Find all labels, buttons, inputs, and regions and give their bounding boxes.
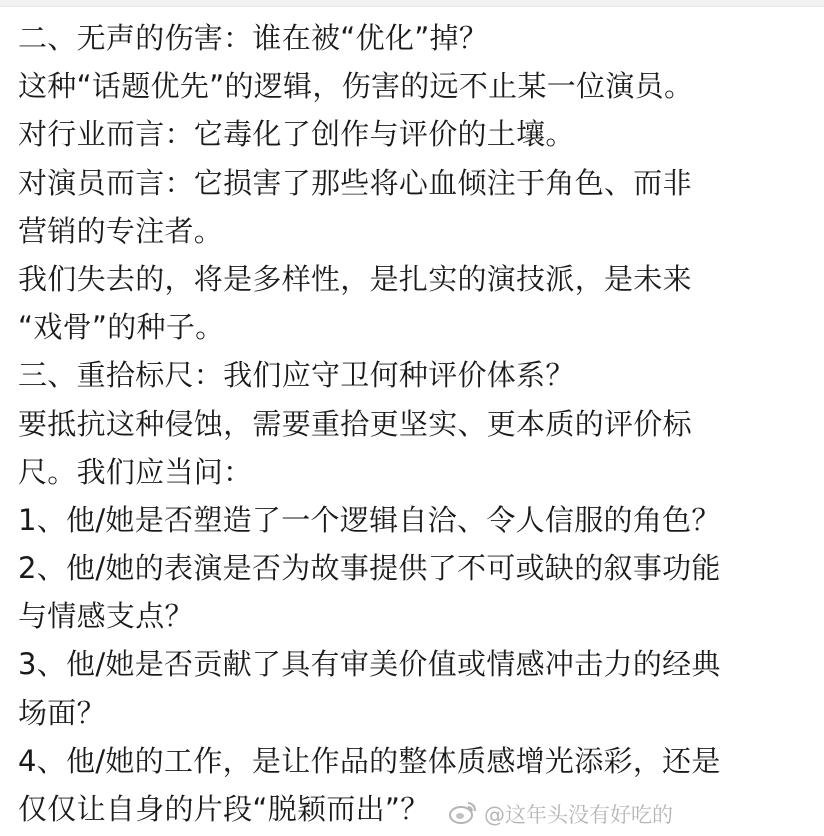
paragraph-line: 营销的专注者。 — [18, 213, 224, 248]
paragraph-line: “戏骨”的种子。 — [18, 310, 225, 345]
section-heading-3: 三、重拾标尺：我们应守卫何种评价体系？ — [18, 358, 575, 393]
list-item-1: 1、他/她是否塑造了一个逻辑自洽、令人信服的角色？ — [18, 502, 721, 537]
list-item-2: 2、他/她的表演是否为故事提供了不可或缺的叙事功能 — [18, 551, 721, 586]
paragraph-line: 对行业而言：它毒化了创作与评价的土壤。 — [18, 117, 575, 152]
list-item-2-continued: 与情感支点？ — [18, 599, 194, 634]
article-body — [18, 14, 818, 833]
watermark-text: @这年头没有好吃的 — [484, 803, 673, 827]
list-item-4-continued: 仅仅让自身的片段“脱颖而出”？ — [18, 792, 430, 826]
paragraph-line: 对演员而言：它损害了那些将心血倾注于角色、而非 — [18, 165, 692, 200]
paragraph-line: 这种“话题优先”的逻辑，伤害的远不止某一位演员。 — [18, 69, 694, 104]
top-divider — [0, 0, 824, 7]
paragraph-line: 要抵抗这种侵蚀，需要重拾更坚实、更本质的评价标 — [18, 406, 692, 441]
list-item-4: 4、他/她的工作，是让作品的整体质感增光添彩，还是 — [18, 743, 721, 778]
paragraph-line: 我们失去的，将是多样性，是扎实的演技派，是未来 — [18, 261, 692, 296]
list-item-3-continued: 场面？ — [18, 695, 106, 730]
paragraph-line: 尺。我们应当问： — [18, 454, 253, 489]
section-heading-2: 二、无声的伤害：谁在被“优化”掉？ — [18, 21, 489, 55]
list-item-3: 3、他/她是否贡献了具有审美价值或情感冲击力的经典 — [18, 647, 721, 682]
